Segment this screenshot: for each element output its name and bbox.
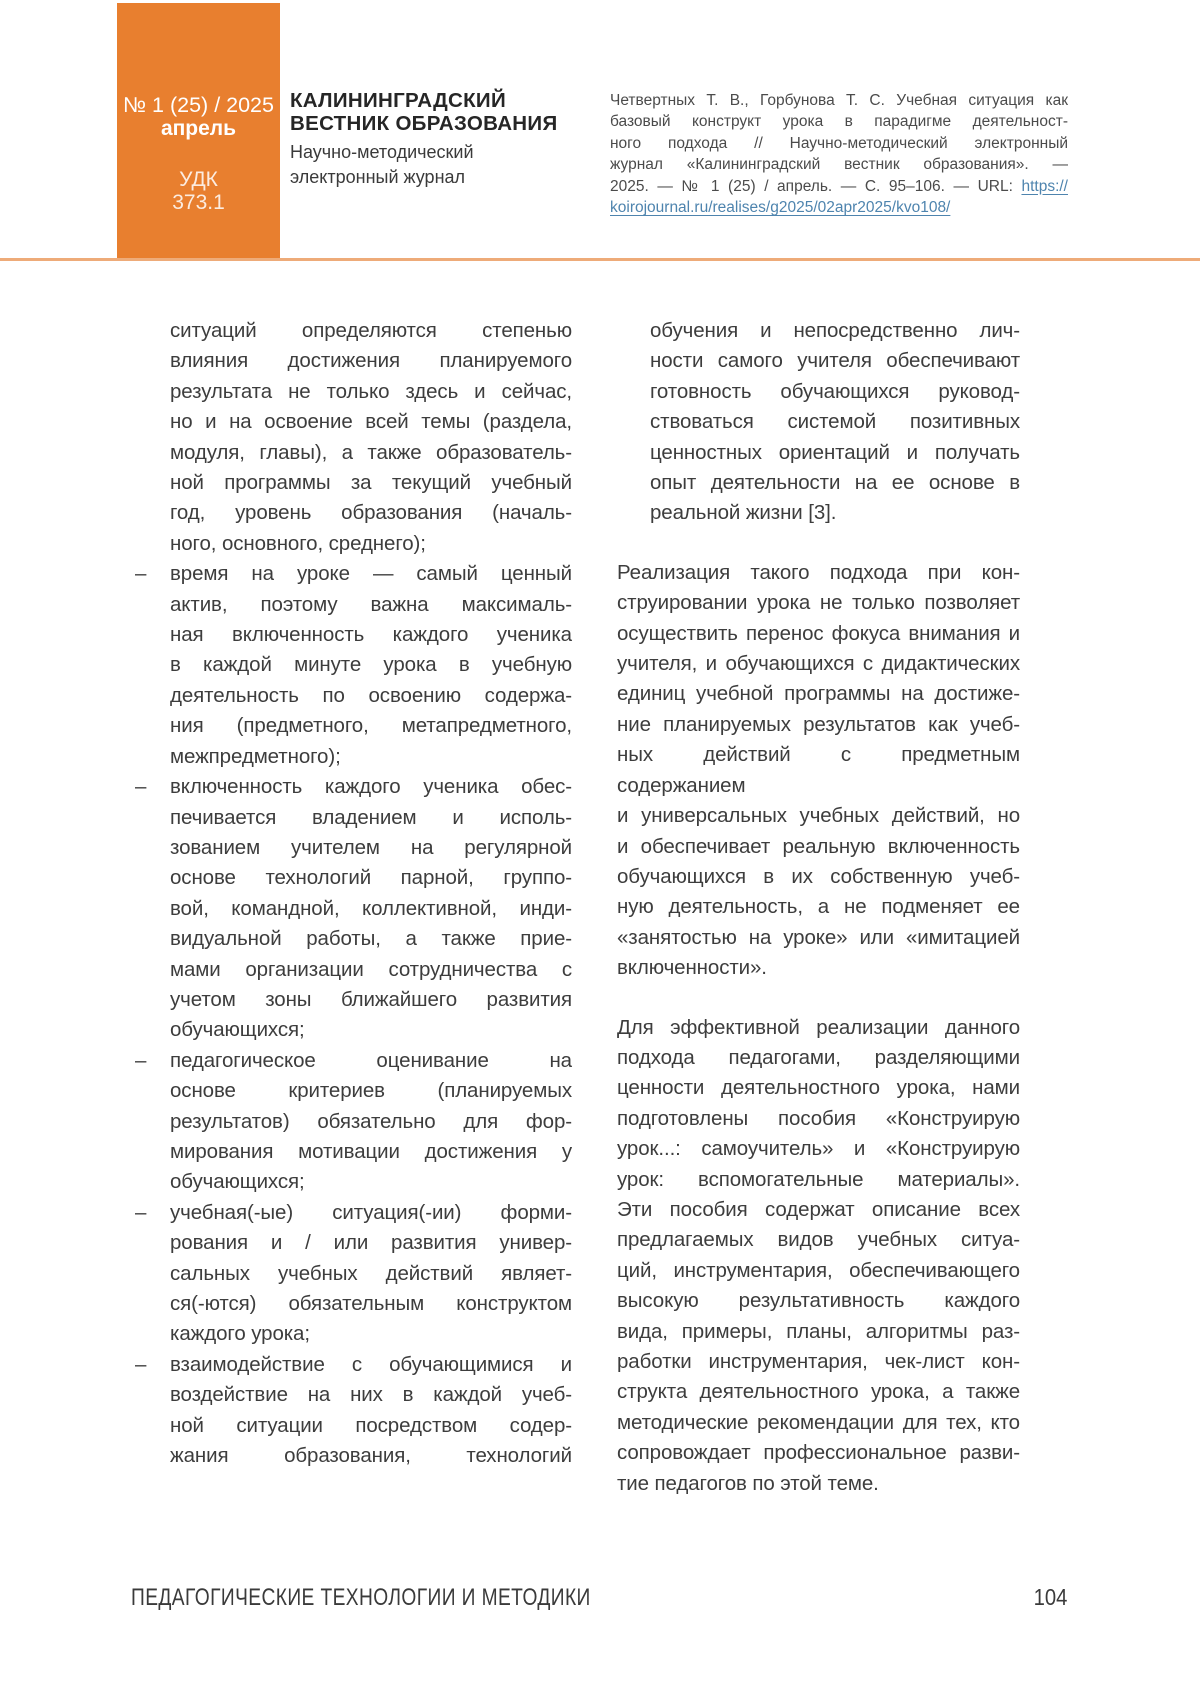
list-item-text [170,1350,572,1472]
text-line: межпредметного); [170,744,341,768]
text-line: ций, инструментария, обеспечивающего [617,1258,1020,1282]
text-line: обучающихся; [170,1170,305,1194]
citation-text: базовый конструкт урока в парадигме деятельност- [610,113,1068,131]
text-line: высокую результативность каждого [617,1289,1020,1313]
text-line: Эти пособия содержат описание всех [617,1197,1020,1221]
text-line: результата не только здесь и сейчас, [170,379,572,403]
text-line: основе критериев (планируемых [170,1079,572,1103]
text-line: «занятостью на уроке» или «имитацией [617,925,1020,949]
text-line: урок: вспомогательные материалы». [617,1167,1020,1191]
text-line: обучающихся; [170,1018,305,1042]
text-line: ной ситуации посредством содер- [170,1413,572,1437]
text-line: ние планируемых результатов как учеб- [617,712,1020,736]
text-line: включенности». [617,956,767,980]
text-line: но и на освоение всей темы (раздела, [170,410,572,434]
citation-text: 2025. — № 1 (25) / апрель. — С. 95–106. — URL: [610,177,1022,195]
list-item [135,1198,572,1350]
text-line [610,111,1068,132]
text-line: ситуаций определяются степенью [170,319,572,342]
list-item-text [170,316,572,559]
issue-month: апрель [160,117,237,140]
text-line: воздействие на них в каждой учеб- [170,1383,572,1407]
footer-section-label: ПЕДАГОГИЧЕСКИЕ ТЕХНОЛОГИИ И МЕТОДИКИ [131,1584,591,1611]
text-line: и универсальных учебных действий, но [617,804,1020,828]
text-line: ценности деятельностного урока, нами [617,1076,1020,1100]
journal-title-line2: ВЕСТНИК ОБРАЗОВАНИЯ [290,112,558,135]
text-line: методические рекомендации для тех, кто [617,1410,1020,1434]
journal-subtitle-line1: Научно-методический [290,142,474,162]
text-line [610,176,1068,197]
list-dash-marker: – [135,562,147,586]
paragraph [617,558,1020,984]
text-line: взаимодействие с обучающимися и [170,1352,572,1376]
text-line: ния (предметного, метапредметного, [170,714,572,738]
text-line: сальных учебных действий являет- [170,1261,572,1285]
text-line: и обеспечивает реальную включенность [617,834,1020,858]
text-line: деятельность по освоению содержа- [170,683,572,707]
journal-title-line1: КАЛИНИНГРАДСКИЙ [290,89,506,112]
text-line: ного, основного, среднего); [170,531,426,555]
text-line: подхода педагогами, разделяющими [617,1045,1020,1069]
list-item-text [170,772,572,1046]
text-line: включенность каждого ученика обес- [170,775,572,799]
text-line: основе технологий парной, группо- [170,866,572,890]
text-line [610,197,1068,218]
citation-text: ного подхода // Научно-методический электронный [610,134,1068,152]
text-line: обучающихся в их собственную учеб- [617,864,1020,888]
text-line: год, уровень образования (началь- [170,501,572,525]
text-line: учебная(-ые) ситуация(-ии) форми- [170,1200,572,1224]
text-line: в каждой минуте урока в учебную [170,653,572,677]
text-line: каждого урока; [170,1322,310,1346]
list-dash-marker: – [135,1200,147,1224]
issue-number: № 1 (25) / 2025 [123,93,274,117]
text-line: ности самого учителя обеспечивают [650,349,1020,373]
udk-number: 373.1 [172,191,225,214]
text-line: урок...: самоучитель» и «Конструирую [617,1137,1020,1161]
list-item-text [170,1046,572,1198]
list-item-text [170,1198,572,1350]
text-line: ная включенность каждого ученика [170,623,572,647]
issue-box [117,3,280,258]
text-line: вой, командной, коллективной, инди- [170,896,572,920]
text-line: ся(-ются) обязательным конструктом [170,1292,572,1315]
list-item [135,1350,572,1472]
text-line: педагогическое оценивание на [170,1048,572,1072]
text-line: жания образования, технологий [170,1444,572,1468]
header-rule [0,258,1200,261]
text-line: реальной жизни [3]. [650,501,837,525]
text-line: ценностных ориентаций и получать [650,440,1020,464]
text-line: рования и / или развития универ- [170,1231,572,1255]
text-line: печивается владением и исполь- [170,805,572,829]
text-line: ной программы за текущий учебный [170,471,572,495]
list-item-text [170,559,572,772]
list-item [135,316,572,559]
text-line: влияния достижения планируемого [170,349,572,373]
citation-text: журнал «Калининградский вестник образования». — [610,156,1068,174]
text-line: видуальной работы, а также прие- [170,927,572,951]
right-column [617,316,1020,1499]
journal-title-block [290,89,557,190]
text-line: осуществить перенос фокуса внимания и [617,621,1020,645]
list-item [135,772,572,1046]
paragraph [650,316,1020,529]
text-line: сопровождает профессиональное разви- [617,1441,1020,1465]
text-line: мами организации сотрудничества с [170,957,572,981]
text-line: Реализация такого подхода при кон- [617,560,1020,584]
text-line: мирования мотивации достижения у [170,1139,572,1163]
citation-text: Четвертных Т. В., Горбунова Т. С. Учебная ситуация как [610,92,1068,109]
text-line: подготовлены пособия «Конструирую [617,1106,1020,1130]
citation-link[interactable]: https:// [1021,177,1068,195]
text-line: обучения и непосредственно лич- [650,319,1020,342]
text-line: ную деятельность, а не подменяет ее [617,895,1020,919]
text-line: струировании урока не только позволяет [617,591,1020,615]
list-dash-marker: – [135,775,147,799]
text-line: ных действий с предметным содержанием [617,743,1020,797]
text-line: вида, примеры, планы, алгоритмы раз- [617,1319,1020,1343]
text-line: работки инструментария, чек-лист кон- [617,1350,1020,1373]
text-line: предлагаемых видов учебных ситуа- [617,1228,1020,1252]
page-number: 104 [1033,1584,1067,1610]
text-line: актив, поэтому важна максималь- [170,592,572,616]
text-line: тие педагогов по этой теме. [617,1471,879,1495]
list-item [135,559,572,772]
text-line: учетом зоны ближайшего развития [170,987,572,1011]
text-line: учителя, и обучающихся с дидактических [617,652,1020,676]
text-line: модуля, главы), а также образователь- [170,440,572,464]
list-dash-marker [135,316,170,559]
list-dash-marker: – [135,1352,147,1376]
paragraph [617,1013,1020,1500]
text-line [610,133,1068,154]
udk-label: УДК [179,168,218,191]
text-line: зованием учителем на регулярной [170,835,572,859]
text-line [610,90,1068,111]
citation-link[interactable]: koirojournal.ru/realises/g2025/02apr2025/kvo108/ [610,199,951,217]
list-item [135,1046,572,1198]
text-line: время на уроке — самый ценный [170,562,572,586]
journal-subtitle-line2: электронный журнал [290,167,466,187]
text-line: структа деятельностного урока, а также [617,1380,1020,1404]
text-line: опыт деятельности на ее основе в [650,471,1020,495]
text-line: Для эффективной реализации данного [617,1015,1020,1039]
text-line: единиц учебной программы на достиже- [617,682,1020,706]
list-dash-marker: – [135,1048,147,1072]
text-line: готовность обучающихся руковод- [650,379,1020,403]
text-line: результатов) обязательно для фор- [170,1109,572,1133]
text-line [610,154,1068,175]
article-citation [610,90,1068,218]
text-line: ствоваться системой позитивных [650,410,1020,434]
left-column [135,316,572,1471]
